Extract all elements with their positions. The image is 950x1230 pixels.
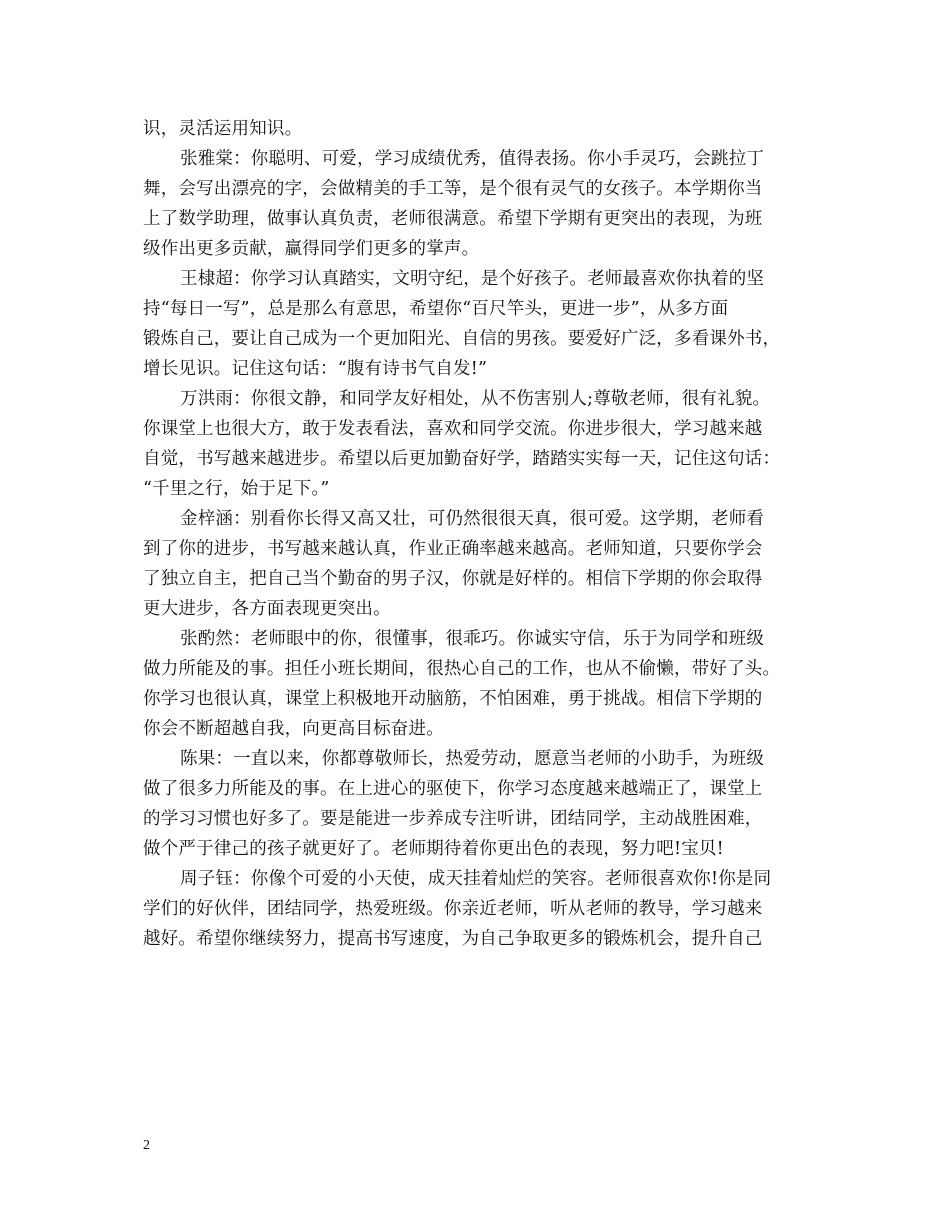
paragraph-continuation-line: 识，灵活运用知识。: [143, 119, 303, 139]
comment-zhou-ziyu-line-1: 周子钰：你像个可爱的小天使，成天挂着灿烂的笑容。老师很喜欢你!你是同: [180, 869, 772, 889]
comment-zhang-zhuoran-line-3: 你学习也很认真，课堂上积极地开动脑筋，不怕困难，勇于挑战。相信下学期的: [143, 689, 763, 709]
comment-jin-zihan-line-3: 了独立自主，把自己当个勤奋的男子汉，你就是好样的。相信下学期的你会取得: [143, 569, 763, 589]
comment-zhang-zhuoran-line-2: 做力所能及的事。担任小班长期间，很热心自己的工作，也从不偷懒，带好了头。: [143, 659, 781, 679]
comment-chen-guo-line-3: 的学习习惯也好多了。要是能进一步养成专注听讲，团结同学，主动战胜困难，: [143, 809, 763, 829]
comment-wang-dichao-line-3: 锻炼自己，要让自己成为一个更加阳光、自信的男孩。要爱好广泛，多看课外书，: [143, 329, 781, 349]
page-number: 2: [143, 1138, 150, 1153]
comment-jin-zihan-line-1: 金梓涵：别看你长得又高又壮，可仍然很很天真，很可爱。这学期，老师看: [180, 509, 765, 529]
comment-wan-hongyu-line-3: 自觉，书写越来越进步。希望以后更加勤奋好学，踏踏实实每一天，记住这句话：: [143, 449, 781, 469]
comment-wan-hongyu-line-1: 万洪雨：你很文静，和同学友好相处，从不伤害别人;尊敬老师，很有礼貌。: [180, 389, 771, 409]
comment-zhang-yatang-line-3: 上了数学助理，做事认真负责，老师很满意。希望下学期有更突出的表现，为班: [143, 209, 763, 229]
document-body: [143, 114, 811, 954]
comment-jin-zihan-line-2: 到了你的进步，书写越来越认真，作业正确率越来越高。老师知道，只要你学会: [143, 539, 763, 559]
comment-wan-hongyu-line-2: 你课堂上也很大方，敢于发表看法，喜欢和同学交流。你进步很大，学习越来越: [143, 419, 763, 439]
comment-wang-dichao-line-2: 持“每日一写”，总是那么有意思，希望你“百尺竿头，更进一步”，从多方面: [143, 299, 729, 319]
comment-chen-guo-line-4: 做个严于律己的孩子就更好了。老师期待着你更出色的表现，努力吧!宝贝!: [143, 839, 724, 859]
comment-zhang-yatang-line-1: 张雅棠：你聪明、可爱，学习成绩优秀，值得表扬。你小手灵巧，会跳拉丁: [180, 149, 765, 169]
comment-wang-dichao-line-1: 王棣超：你学习认真踏实，文明守纪，是个好孩子。老师最喜欢你执着的坚: [180, 269, 765, 289]
comment-chen-guo-line-2: 做了很多力所能及的事。在上进心的驱使下，你学习态度越来越端正了，课堂上: [143, 779, 763, 799]
comment-zhang-zhuoran-line-4: 你会不断超越自我，向更高目标奋进。: [143, 719, 444, 739]
comment-wan-hongyu-line-4: “千里之行，始于足下。”: [143, 479, 330, 499]
comment-jin-zihan-line-4: 更大进步，各方面表现更突出。: [143, 599, 391, 619]
comment-wang-dichao-line-4: 增长见识。记住这句话：“腹有诗书气自发!”: [143, 359, 488, 379]
comment-zhou-ziyu-line-3: 越好。希望你继续努力，提高书写速度，为自己争取更多的锻炼机会，提升自己: [143, 929, 763, 949]
comment-chen-guo-line-1: 陈果：一直以来，你都尊敬师长，热爱劳动，愿意当老师的小助手，为班级: [180, 749, 765, 769]
comment-zhang-zhuoran-line-1: 张酌然：老师眼中的你，很懂事，很乖巧。你诚实守信，乐于为同学和班级: [180, 629, 765, 649]
comment-zhang-yatang-line-2: 舞，会写出漂亮的字，会做精美的手工等，是个很有灵气的女孩子。本学期你当: [143, 179, 763, 199]
comment-zhang-yatang-line-4: 级作出更多贡献，赢得同学们更多的掌声。: [143, 239, 480, 259]
comment-zhou-ziyu-line-2: 学们的好伙伴，团结同学，热爱班级。你亲近老师，听从老师的教导，学习越来: [143, 899, 763, 919]
